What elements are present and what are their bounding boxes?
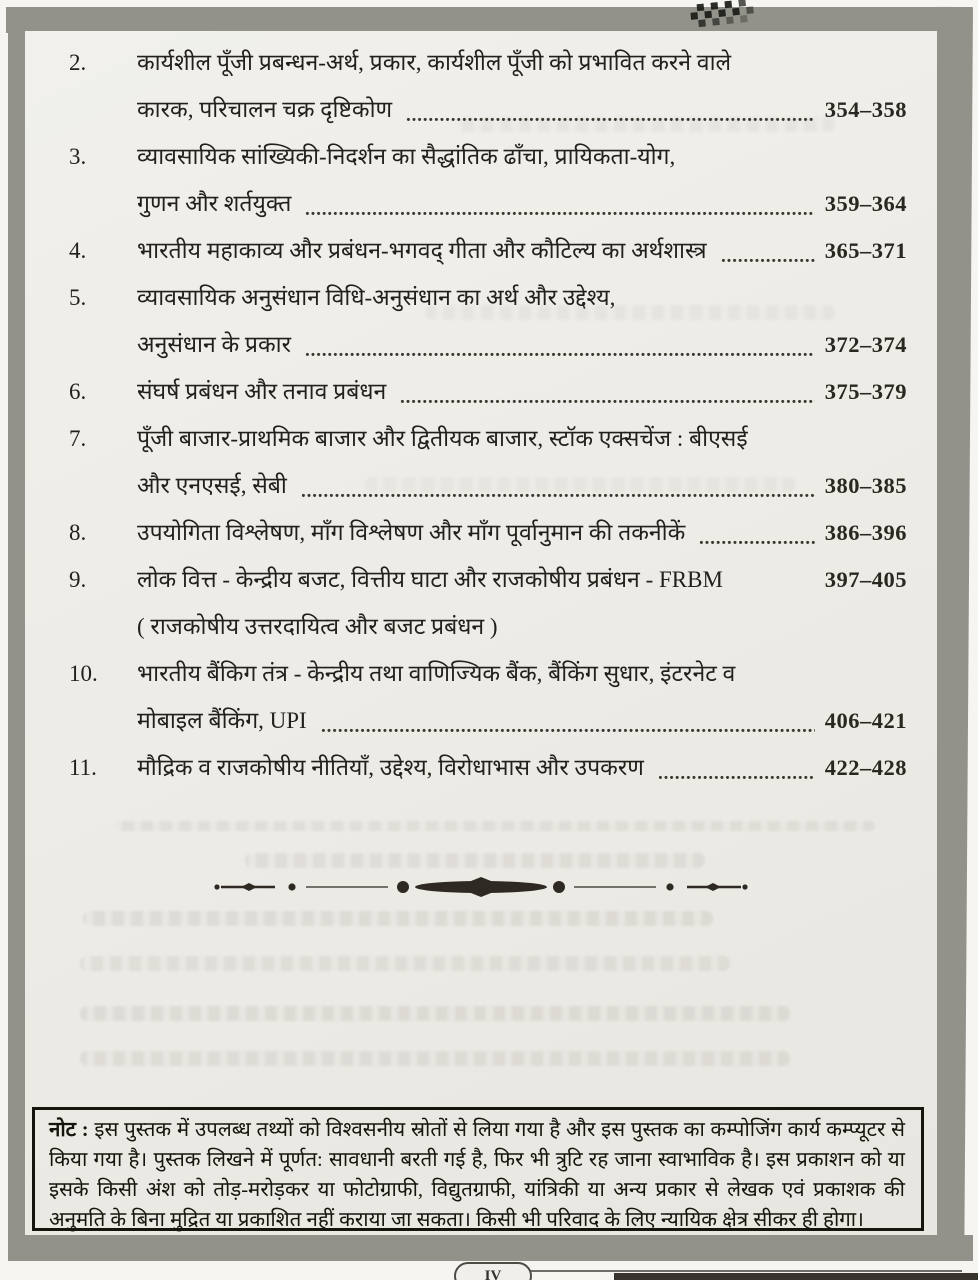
toc-entry-pages: 422–428 [824, 755, 907, 780]
toc-leader-dots [658, 744, 815, 791]
toc-entry-line: व्यावसायिक सांख्यिकी-निदर्शन का सैद्धांतिक ढाँचा, प्रायिकता-योग, [137, 144, 676, 169]
toc-entry-leader-line [137, 227, 907, 274]
toc-entry-line: व्यावसायिक अनुसंधान विधि-अनुसंधान का अर्थ और उद्देश्य, [137, 285, 616, 310]
bleed-through-ghost [80, 1051, 790, 1066]
bleed-through-ghost [455, 117, 835, 132]
toc-entry-title: गुणन और शर्तयुक्त [137, 191, 292, 216]
toc-entry-number: 8. [69, 520, 87, 545]
toc-entry-number: 3. [69, 144, 87, 169]
toc-leader-dots [321, 697, 815, 744]
toc-entry-pages: 397–405 [824, 567, 907, 592]
toc-entry-body [137, 509, 937, 556]
toc-leader-dots [305, 180, 814, 227]
toc-entry-line: भारतीय बैंकिग तंत्र - केन्द्रीय तथा वाणिज्यिक बैंक, बैंकिंग सुधार, इंटरनेट व [137, 661, 736, 686]
toc-entry-title: संघर्ष प्रबंधन और तनाव प्रबंधन [137, 379, 387, 404]
toc-entry-number: 4. [69, 238, 87, 263]
toc-entry-leader-line [137, 509, 907, 556]
bleed-through-ghost [80, 956, 730, 971]
toc-leader-dots [305, 321, 815, 368]
note-text: इस पुस्तक में उपलब्ध तथ्यों को विश्वसनीय स्रोतों से लिया गया है और इस पुस्तक का कम्पोजिंग कार्य कम्प्यूटर से किया गया है। पुस्तक लिखने में पूर्णत: सावधानी बरती गई है, फिर भी त्रुटि रह जाना स्वाभाविक है। इस प्रकाशन को या इसके किसी अंश को तोड़-मरोड़कर या फोटोग्राफी, विद्युतग्राफी, यांत्रिकी या अन्य प्रकार से लेखक एवं प्रकाशक की अनुमति के बिना मुद्रित या प्रकाशित नहीं कराया जा सकता। किसी भी परिवाद के लिए न्यायिक क्षेत्र सीकर ही होगा। [49, 1119, 905, 1231]
toc-entry-line: ( राजकोषीय उत्तरदायित्व और बजट प्रबंधन ) [137, 614, 498, 639]
scan-border-bottom [8, 1235, 973, 1261]
bleed-through-ghost [80, 1006, 790, 1021]
toc-leader-dots [699, 509, 814, 556]
toc-entry-title: उपयोगिता विश्लेषण, माँग विश्लेषण और माँग पूर्वानुमान की तकनीकें [137, 520, 686, 545]
toc-entry-body [137, 556, 937, 650]
bleed-through-ghost [425, 305, 835, 320]
toc-entry-body [137, 744, 937, 791]
toc-entry-title: मोबाइल बैंकिंग, UPI [137, 708, 307, 733]
toc-entry-title: और एनएसई, सेबी [137, 473, 287, 498]
toc-entry [25, 744, 937, 791]
toc-entry-number: 2. [69, 50, 87, 75]
scan-border-top [6, 7, 972, 33]
toc-entry-title: अनुसंधान के प्रकार [137, 332, 292, 357]
note-label: नोट : [49, 1119, 89, 1141]
toc-entry [25, 368, 937, 415]
toc-entry [25, 227, 937, 274]
table-of-contents [25, 31, 937, 791]
note-box [32, 1107, 924, 1231]
toc-entry [25, 509, 937, 556]
toc-leader-dots [737, 556, 815, 603]
toc-entry-title: भारतीय महाकाव्य और प्रबंधन-भगवद् गीता और कौटिल्य का अर्थशास्त्र [137, 238, 707, 263]
toc-entry-number: 5. [69, 285, 87, 310]
toc-entry [25, 415, 937, 509]
toc-entry-leader-line [137, 556, 907, 603]
toc-entry-title: कारक, परिचालन चक्र दृष्टिकोण [137, 97, 393, 122]
toc-entry-title: मौद्रिक व राजकोषीय नीतियाँ, उद्देश्य, विरोधाभास और उपकरण [137, 755, 644, 780]
toc-entry-leader-line [137, 744, 907, 791]
next-page-edge [614, 1273, 978, 1280]
toc-entry-leader-line [137, 368, 907, 415]
toc-entry-pages: 386–396 [824, 520, 907, 545]
toc-entry [25, 133, 937, 227]
bleed-through-ghost [245, 853, 705, 868]
toc-entry-body [137, 274, 937, 368]
toc-leader-dots [400, 368, 814, 415]
toc-entry [25, 556, 937, 650]
toc-entry-pages: 372–374 [824, 332, 907, 357]
footer-rule [528, 1270, 962, 1272]
toc-entry-pages: 380–385 [824, 473, 907, 498]
toc-entry-leader-line [137, 180, 907, 227]
paper [25, 31, 937, 1235]
bleed-through-ghost [365, 477, 795, 492]
toc-leader-dots [721, 227, 815, 274]
toc-entry-leader-line [137, 697, 907, 744]
divider-ornament [25, 875, 937, 899]
toc-entry-body [137, 227, 937, 274]
toc-entry-number: 10. [69, 661, 98, 686]
toc-entry-body [137, 133, 937, 227]
toc-entry-leader-line [137, 321, 907, 368]
toc-entry-number: 11. [69, 755, 97, 780]
bleed-through-ghost [115, 821, 875, 831]
scan-border-left [8, 7, 25, 1257]
toc-entry-body [137, 415, 937, 509]
toc-entry-pages: 359–364 [824, 191, 907, 216]
toc-entry-number: 7. [69, 426, 87, 451]
toc-entry-number: 9. [69, 567, 87, 592]
toc-entry-pages: 406–421 [824, 708, 907, 733]
toc-entry-pages: 365–371 [824, 238, 907, 263]
toc-entry-pages: 375–379 [824, 379, 907, 404]
page-number-badge: IV [454, 1262, 532, 1280]
toc-entry-body [137, 368, 937, 415]
toc-entry-number: 6. [69, 379, 87, 404]
toc-entry-line: कार्यशील पूँजी प्रबन्धन-अर्थ, प्रकार, कार्यशील पूँजी को प्रभावित करने वाले [137, 50, 732, 75]
toc-entry-pages: 354–358 [824, 97, 907, 122]
toc-entry-line: पूँजी बाजार-प्राथमिक बाजार और द्वितीयक बाजार, स्टॉक एक्सचेंज : बीएसई [137, 426, 748, 451]
toc-entry-body [137, 650, 937, 744]
bleed-through-ghost [83, 911, 713, 926]
toc-entry [25, 274, 937, 368]
toc-entry-title: लोक वित्त - केन्द्रीय बजट, वित्तीय घाटा और राजकोषीय प्रबंधन - FRBM [137, 567, 723, 592]
toc-entry [25, 650, 937, 744]
